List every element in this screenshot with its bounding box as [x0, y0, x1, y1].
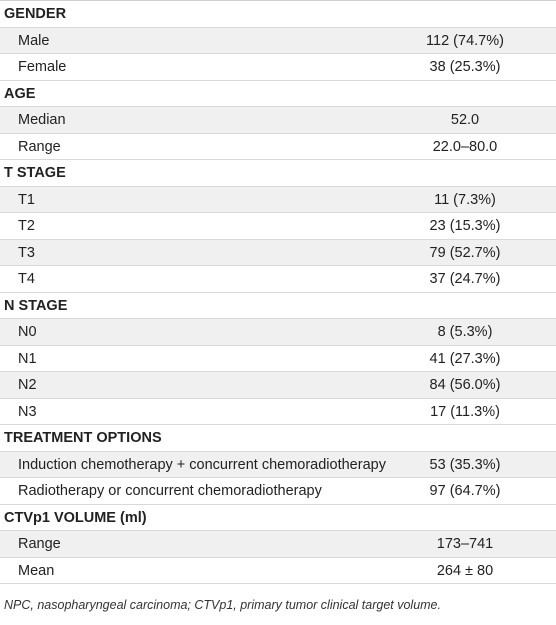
row-label: T3: [18, 244, 35, 261]
table-row: [0, 452, 556, 479]
section-heading: GENDER: [4, 6, 67, 22]
section-heading: T STAGE: [4, 165, 66, 181]
section-heading: N STAGE: [4, 297, 68, 314]
table-row: [0, 372, 556, 399]
row-label: Range: [18, 138, 61, 155]
row-label: Range: [18, 536, 61, 552]
section-heading: TREATMENT OPTIONS: [4, 430, 162, 446]
row-label: Median: [18, 112, 66, 128]
section-heading: AGE: [4, 85, 36, 102]
row-label: T1: [18, 191, 35, 208]
section-heading-row: [0, 81, 556, 108]
row-value: 79 (52.7%): [429, 244, 501, 261]
row-label: Female: [18, 59, 67, 75]
row-value: 112 (74.7%): [426, 32, 504, 49]
row-value: 23 (15.3%): [429, 218, 501, 234]
row-label: T4: [18, 271, 35, 287]
table-row: [0, 266, 556, 293]
table-row: [0, 187, 556, 214]
row-value: 38 (25.3%): [429, 59, 501, 75]
row-value: 37 (24.7%): [429, 271, 501, 287]
row-label: N1: [18, 350, 37, 367]
row-label: T2: [18, 218, 35, 234]
section-heading-row: [0, 425, 556, 452]
table-row: [0, 399, 556, 426]
table-row: [0, 54, 556, 81]
table-row: [0, 346, 556, 373]
row-value: 11 (7.3%): [434, 191, 496, 208]
table-footnote: NPC, nasopharyngeal carcinoma; CTVp1, primary tumor clinical target volume.: [4, 598, 441, 612]
row-label: Mean: [18, 562, 55, 579]
table-row: [0, 558, 556, 585]
row-value: 52.0: [450, 112, 480, 128]
row-value: 173–741: [436, 536, 494, 552]
row-value: 264 ± 80: [436, 562, 494, 579]
section-heading-row: [0, 160, 556, 187]
section-heading-row: [0, 505, 556, 532]
table-row: [0, 531, 556, 558]
row-value: 17 (11.3%): [430, 403, 500, 420]
table-row: [0, 213, 556, 240]
table-row: [0, 478, 556, 505]
table-body: [0, 1, 556, 584]
table-row: [0, 319, 556, 346]
row-value: 41 (27.3%): [429, 350, 501, 367]
row-label: Induction chemotherapy + concurrent chemoradiotherapy: [18, 456, 386, 473]
row-label: Radiotherapy or concurrent chemoradiotherapy: [18, 483, 322, 499]
row-label: N3: [18, 403, 37, 420]
section-heading-row: [0, 293, 556, 320]
table-row: [0, 107, 556, 134]
row-value: 22.0–80.0: [432, 138, 498, 155]
table-row: [0, 240, 556, 267]
table-row: [0, 28, 556, 55]
row-label: Male: [18, 32, 50, 49]
table-row: [0, 134, 556, 161]
row-value: 8 (5.3%): [437, 324, 493, 340]
row-label: N0: [18, 324, 37, 340]
row-value: 53 (35.3%): [429, 456, 501, 473]
row-value: 97 (64.7%): [429, 483, 501, 499]
section-heading-row: [0, 1, 556, 28]
section-heading: CTVp1 VOLUME (ml): [4, 509, 147, 526]
row-label: N2: [18, 377, 37, 393]
row-value: 84 (56.0%): [429, 377, 501, 393]
